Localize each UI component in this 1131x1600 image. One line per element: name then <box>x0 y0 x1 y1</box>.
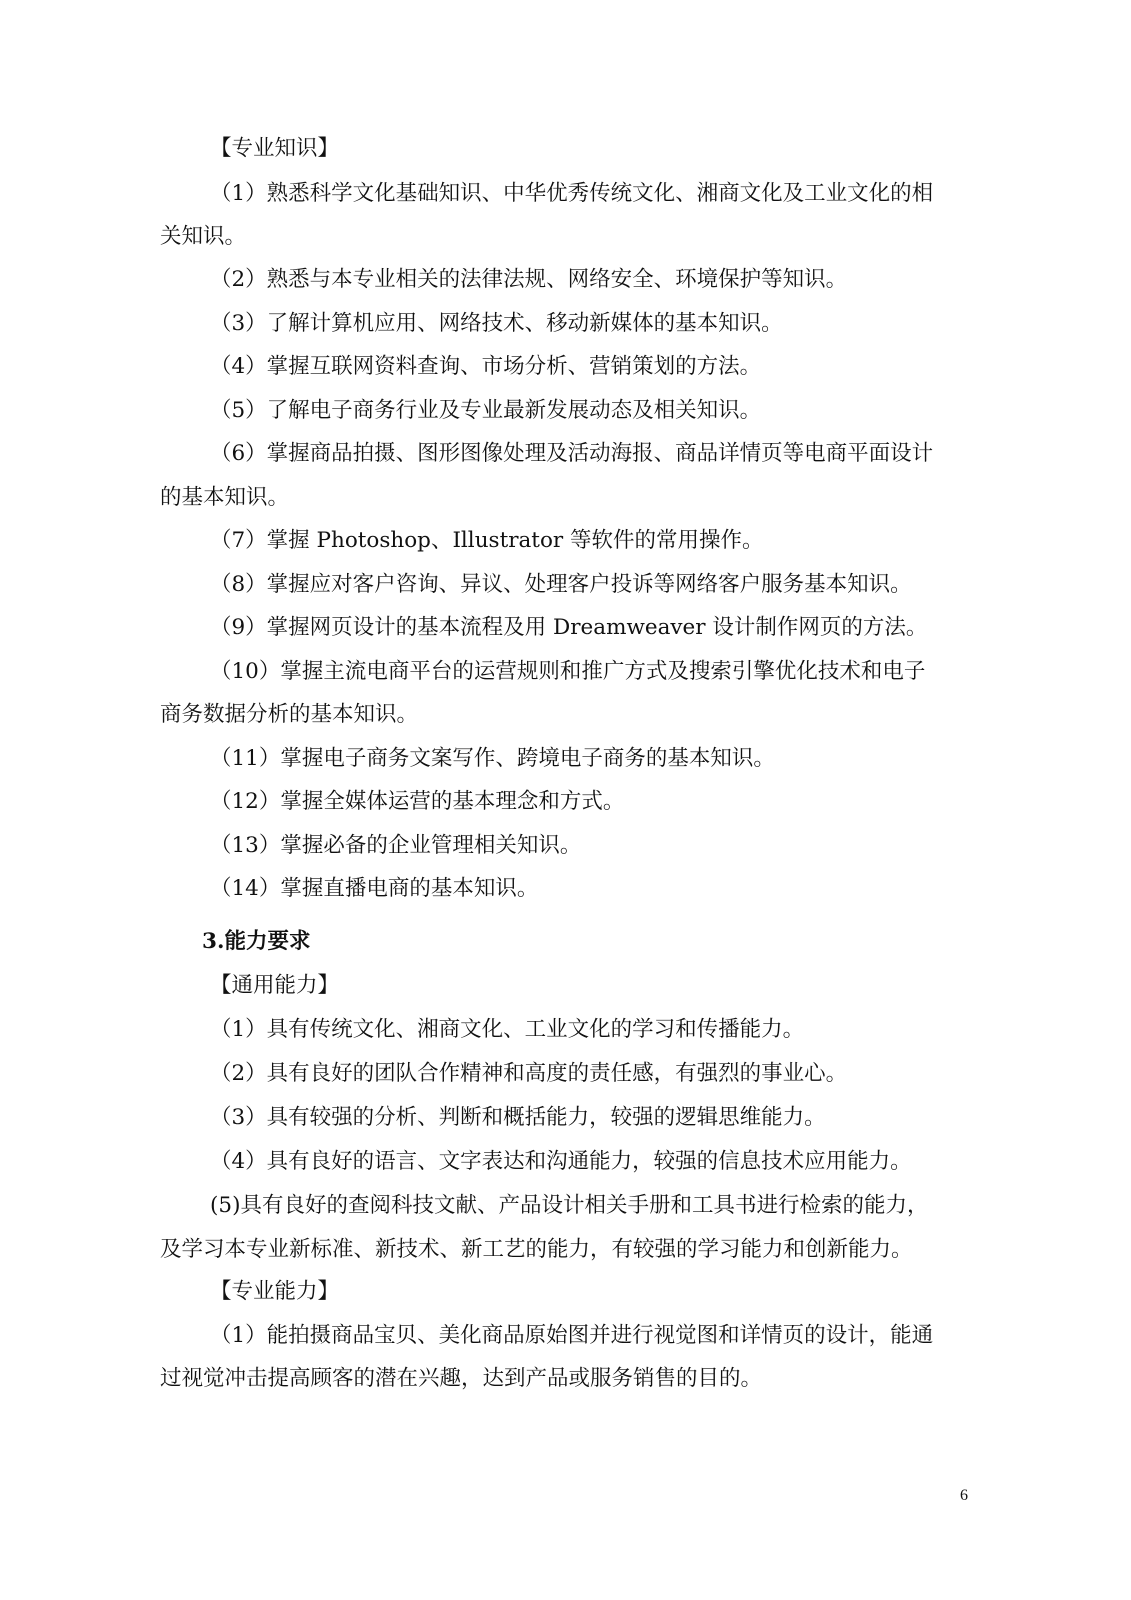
item-text-cont: 关知识。 <box>160 224 247 249</box>
item-text: （2）熟悉与本专业相关的法律法规、网络安全、环境保护等知识。 <box>210 267 848 292</box>
item-text-cont: 过视觉冲击提高顾客的潜在兴趣，达到产品或服务销售的目的。 <box>160 1366 763 1391</box>
item-text-cont: 及学习本专业新标准、新技术、新工艺的能力，有较强的学习能力和创新能力。 <box>160 1237 913 1262</box>
item-text: （4）掌握互联网资料查询、市场分析、营销策划的方法。 <box>210 354 762 379</box>
item-text: （1）熟悉科学文化基础知识、中华优秀传统文化、湘商文化及工业文化的相 <box>210 181 934 206</box>
item-text: （9）掌握网页设计的基本流程及用 Dreamweaver 设计制作网页的方法。 <box>210 615 928 640</box>
item-text: （7）掌握 Photoshop、Illustrator 等软件的常用操作。 <box>210 528 764 553</box>
item-text: （11）掌握电子商务文案写作、跨境电子商务的基本知识。 <box>210 746 775 771</box>
item-text: (5)具有良好的查阅科技文献、产品设计相关手册和工具书进行检索的能力， <box>210 1193 929 1218</box>
item-text-cont: 的基本知识。 <box>160 485 290 510</box>
item-text: （1）能拍摄商品宝贝、美化商品原始图并进行视觉图和详情页的设计，能通 <box>210 1323 934 1348</box>
item-text: （13）掌握必备的企业管理相关知识。 <box>210 833 582 858</box>
item-text: （6）掌握商品拍摄、图形图像处理及活动海报、商品详情页等电商平面设计 <box>210 441 934 466</box>
item-text: （5）了解电子商务行业及专业最新发展动态及相关知识。 <box>210 398 762 423</box>
item-text: （2）具有良好的团队合作精神和高度的责任感，有强烈的事业心。 <box>210 1061 848 1086</box>
item-text: （8）掌握应对客户咨询、异议、处理客户投诉等网络客户服务基本知识。 <box>210 572 912 597</box>
item-text-cont: 商务数据分析的基本知识。 <box>160 702 419 727</box>
page-number: 6 <box>960 1487 968 1504</box>
section-title-text: 3.能力要求 <box>202 929 311 954</box>
heading-text: 【专业知识】 <box>210 136 340 161</box>
heading-text: 【专业能力】 <box>210 1279 340 1304</box>
heading-text: 【通用能力】 <box>210 973 340 998</box>
item-text: （1）具有传统文化、湘商文化、工业文化的学习和传播能力。 <box>210 1017 805 1042</box>
item-text: （4）具有良好的语言、文字表达和沟通能力，较强的信息技术应用能力。 <box>210 1149 912 1174</box>
item-text: （3）具有较强的分析、判断和概括能力，较强的逻辑思维能力。 <box>210 1105 826 1130</box>
item-text: （3）了解计算机应用、网络技术、移动新媒体的基本知识。 <box>210 311 783 336</box>
item-text: （10）掌握主流电商平台的运营规则和推广方式及搜索引擎优化技术和电子 <box>210 659 926 684</box>
item-text: （12）掌握全媒体运营的基本理念和方式。 <box>210 789 625 814</box>
item-text: （14）掌握直播电商的基本知识。 <box>210 876 539 901</box>
